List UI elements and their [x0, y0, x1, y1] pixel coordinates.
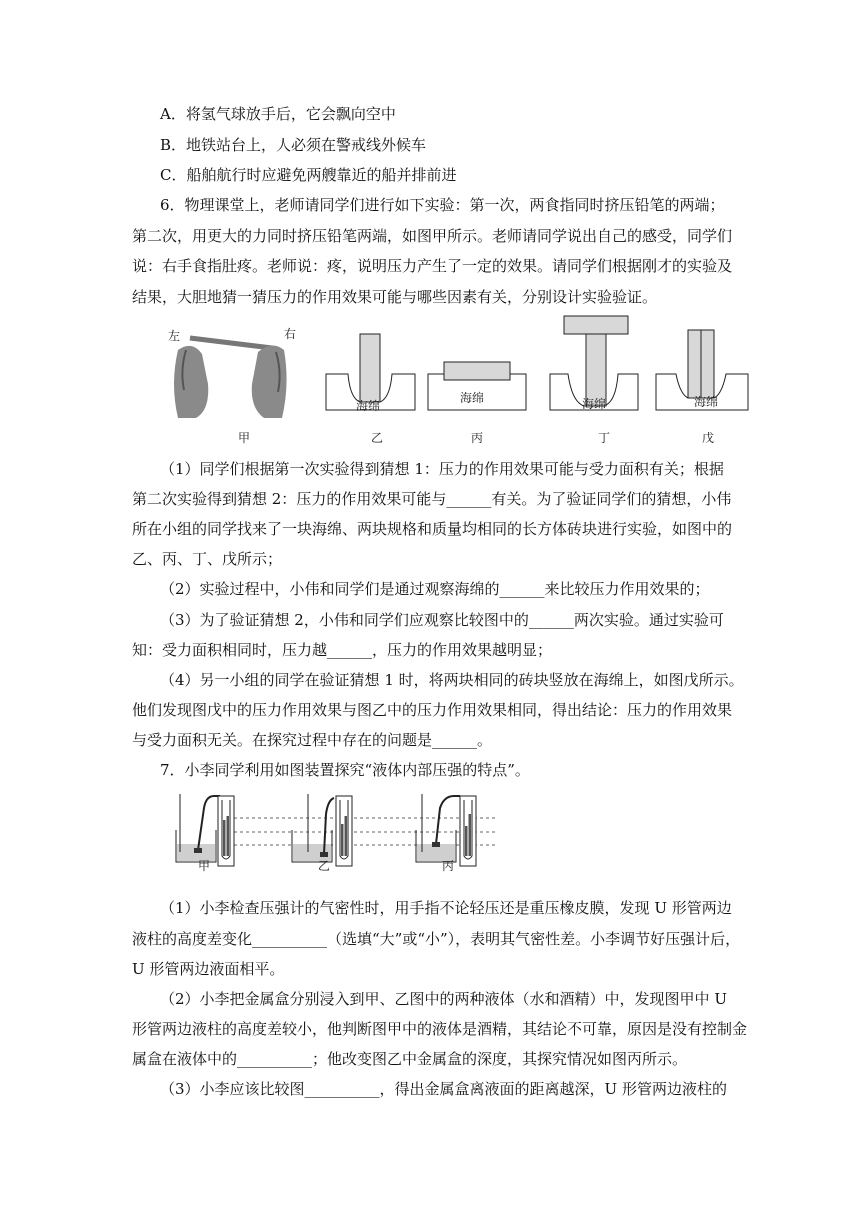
caption-jia: 甲	[238, 431, 251, 445]
sponge-two-bricks-wu	[656, 330, 748, 410]
hands-pencil-illustration	[168, 327, 296, 418]
caption-wu: 戊	[702, 431, 715, 445]
pressure-gauge-apparatus-jia	[176, 794, 234, 872]
q6-sub-line-5: （2）实验过程中，小伟和同学们是通过观察海绵的______来比较压力作用效果的；	[160, 580, 710, 598]
q6-sub-line-9: 他们发现图戊中的压力作用效果与图乙中的压力作用效果相同，得出结论：压力的作用效果	[132, 701, 733, 719]
q6-sub-line-4: 乙、丙、丁、戊所示；	[132, 550, 283, 568]
q6-line-2: 第二次，用更大的力同时挤压铅笔两端，如图甲所示。老师请同学说出自己的感受，同学们	[132, 227, 733, 245]
q6-sub-line-3: 所在小组的同学找来了一块海绵、两块规格和质量均相同的长方体砖块进行实验，如图中的	[132, 520, 733, 538]
sponge-label: 海绵	[582, 397, 607, 411]
q7-title: 7．小李同学利用如图装置探究“液体内部压强的特点”。	[160, 761, 530, 779]
option-b: B．地铁站台上，人必须在警戒线外候车	[160, 136, 427, 154]
pressure-gauge-apparatus-bing	[416, 794, 476, 872]
right-label: 右	[284, 327, 297, 341]
q7-sub-line-5: 形管两边液柱的高度差较小，他判断图甲中的液体是酒精，其结论不可靠，原因是没有控制金	[132, 1020, 748, 1038]
q6-sub-line-10: 与受力面积无关。在探究过程中存在的问题是______。	[132, 731, 493, 749]
left-label: 左	[168, 329, 181, 343]
q7-sub-line-1: （1）小李检查压强计的气密性时，用手指不论轻压还是重压橡皮膜，发现 U 形管两边	[160, 899, 732, 917]
sponge-label: 海绵	[694, 395, 719, 409]
caption-yi: 乙	[318, 859, 331, 872]
q6-sub-line-6: （3）为了验证猜想 2，小伟和同学们应观察比较图中的______两次实验。通过实验可	[160, 611, 724, 629]
option-c: C．船舶航行时应避免两艘靠近的船并排前进	[160, 166, 457, 184]
q7-figure	[168, 790, 508, 872]
caption-yi: 乙	[371, 431, 384, 445]
sponge-label: 海绵	[356, 399, 381, 413]
q6-figure	[160, 314, 760, 450]
caption-ding: 丁	[598, 431, 611, 445]
pressure-gauge-apparatus-yi	[292, 794, 352, 872]
q6-sub-line-2: 第二次实验得到猜想 2：压力的作用效果可能与______有关。为了验证同学们的猜想，小伟	[132, 490, 732, 508]
q6-line-1: 6．物理课堂上，老师请同学们进行如下实验：第一次，两食指同时挤压铅笔的两端；	[160, 196, 725, 214]
q7-sub-line-4: （2）小李把金属盒分别浸入到甲、乙图中的两种液体（水和酒精）中，发现图甲中 U	[160, 990, 727, 1008]
q6-line-4: 结果，大胆地猜一猜压力的作用效果可能与哪些因素有关，分别设计实验验证。	[132, 288, 658, 306]
caption-jia: 甲	[198, 859, 211, 872]
q6-sub-line-1: （1）同学们根据第一次实验得到猜想 1：压力的作用效果可能与受力面积有关；根据	[160, 460, 724, 478]
option-a: A．将氢气球放手后，它会飘向空中	[160, 105, 396, 123]
caption-bing: 丙	[471, 431, 484, 445]
sponge-two-bricks-ding	[550, 316, 638, 411]
q6-sub-line-8: （4）另一小组的同学在验证猜想 1 时，将两块相同的砖块竖放在海绵上，如图戊所示。	[160, 671, 744, 689]
q7-sub-line-2: 液柱的高度差变化__________（选填“大”或“小”），表明其气密性差。小李调节好压强计后，	[132, 930, 741, 948]
caption-bing: 丙	[442, 859, 455, 872]
sponge-label: 海绵	[460, 391, 485, 405]
q7-sub-line-7: （3）小李应该比较图__________，得出金属盒离液面的距离越深，U 形管两边液柱的	[160, 1080, 727, 1098]
sponge-brick-vertical-yi	[326, 334, 415, 413]
q7-sub-line-6: 属盒在液体中的__________；他改变图乙中金属盒的深度，其探究情况如图丙所示。	[132, 1050, 688, 1068]
q6-sub-line-7: 知：受力面积相同时，压力越______，压力的作用效果越明显；	[132, 641, 553, 659]
q6-line-3: 说：右手食指肚疼。老师说：疼，说明压力产生了一定的效果。请同学们根据刚才的实验及	[132, 257, 733, 275]
q7-sub-line-3: U 形管两边液面相平。	[132, 960, 285, 978]
sponge-brick-flat-bing	[428, 362, 526, 410]
